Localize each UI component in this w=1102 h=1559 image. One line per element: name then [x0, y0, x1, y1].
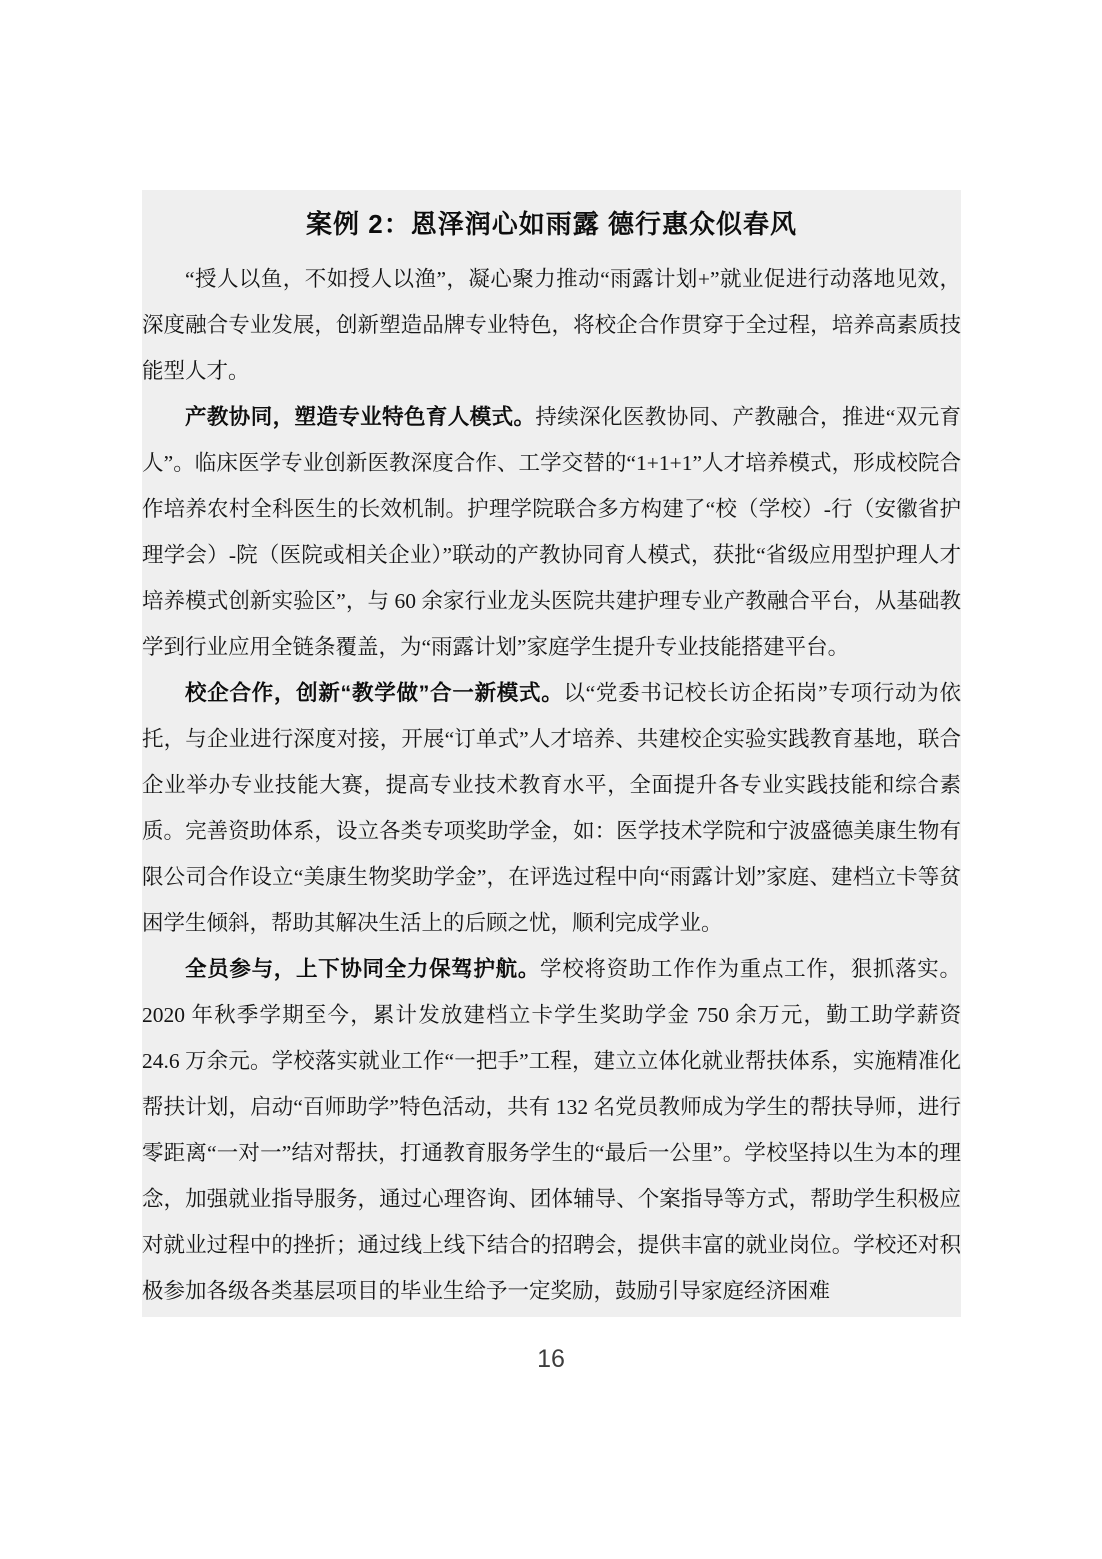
- document-title: 案例 2：恩泽润心如雨露 德行惠众似春风: [306, 209, 797, 239]
- paragraph-text: 持续深化医教协同、产教融合，推进“双元育人”。临床医学专业创新医教深度合作、工学交替的“1+1+1”人才培养模式，形成校院合作培养农村全科医生的长效机制。护理学院联合多方构建了“校（学校）-行（安徽省护理学会）-院（医院或相关企业）”联动的产教协同育人模式，获批“省级应用型护理人才培养模式创新实验区”，与 60 余家行业龙头医院共建护理专业产教融合平台，从基础教学到行业应用全链条覆盖，为“雨露计划”家庭学生提升专业技能搭建平台。: [142, 405, 961, 659]
- paragraph-text: 学校将资助工作作为重点工作，狠抓落实。2020 年秋季学期至今，累计发放建档立卡学生奖助学金 750 余万元，勤工助学薪资 24.6 万余元。学校落实就业工作“一把手”工程，建立立体化就业帮扶体系，实施精准化帮扶计划，启动“百师助学”特色活动，共有 132 名党员教师成为学生的帮扶导师，进行零距离“一对一”结对帮扶，打通教育服务学生的“最后一公里”。学校坚持以生为本的理念，加强就业指导服务，通过心理咨询、团体辅导、个案指导等方式，帮助学生积极应对就业过程中的挫折；通过线上线下结合的招聘会，提供丰富的就业岗位。学校还对积极参加各级各类基层项目的毕业生给予一定奖励，鼓励引导家庭经济困难: [142, 957, 961, 1303]
- paragraph-school-enterprise: [142, 670, 961, 946]
- paragraph-intro: [142, 256, 961, 394]
- paragraph-lead: 全员参与，上下协同全力保驾护航。: [185, 957, 541, 981]
- shaded-text-block: [142, 190, 961, 1317]
- paragraph-lead: 产教协同，塑造专业特色育人模式。: [185, 405, 536, 429]
- paragraph-text: “授人以鱼，不如授人以渔”，凝心聚力推动“雨露计划+”就业促进行动落地见效，深度融合专业发展，创新塑造品牌专业特色，将校企合作贯穿于全过程，培养高素质技能型人才。: [142, 267, 961, 383]
- paragraph-text: 以“党委书记校长访企拓岗”专项行动为依托，与企业进行深度对接，开展“订单式”人才培养、共建校企实验实践教育基地，联合企业举办专业技能大赛，提高专业技术教育水平，全面提升各专业实践技能和综合素质。完善资助体系，设立各类专项奖助学金，如：医学技术学院和宁波盛德美康生物有限公司合作设立“美康生物奖助学金”，在评选过程中向“雨露计划”家庭、建档立卡等贫困学生倾斜，帮助其解决生活上的后顾之忧，顺利完成学业。: [142, 681, 961, 935]
- paragraph-industry-education: [142, 394, 961, 670]
- page-number: 16: [537, 1345, 565, 1373]
- paragraph-full-participation: [142, 946, 961, 1314]
- paragraph-lead: 校企合作，创新“教学做”合一新模式。: [185, 681, 564, 705]
